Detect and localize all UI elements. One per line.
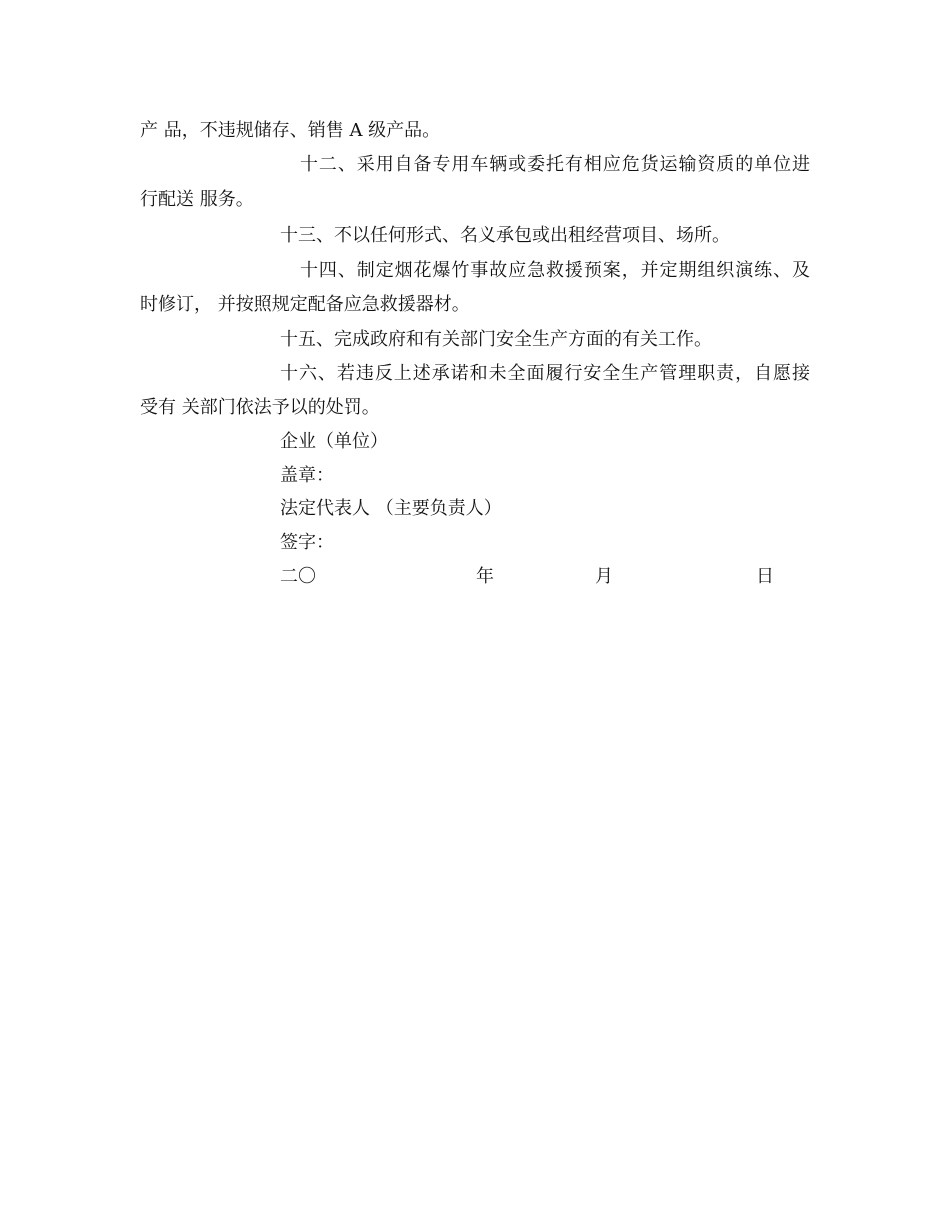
text-line-7: 十五、完成政府和有关部门安全生产方面的有关工作。 bbox=[280, 329, 712, 350]
text-line-3: 行配送 服务。 bbox=[140, 189, 254, 210]
signature-company: 企业（单位） bbox=[280, 431, 388, 452]
date-prefix: 二〇 bbox=[280, 566, 316, 587]
signature-seal: 盖章： bbox=[280, 465, 334, 486]
text-line-4: 十三、不以任何形式、名义承包或出租经营项目、场所。 bbox=[280, 225, 730, 246]
text-line-1: 产 品，不违规储存、销售 A 级产品。 bbox=[140, 120, 441, 141]
date-day: 日 bbox=[756, 566, 774, 587]
signature-sign: 签字： bbox=[280, 532, 334, 553]
date-month: 月 bbox=[595, 566, 613, 587]
text-line-8: 十六、若违反上述承诺和未全面履行安全生产管理职责，自愿接 bbox=[280, 363, 810, 384]
signature-legal-rep: 法定代表人 （主要负责人） bbox=[280, 498, 502, 519]
text-line-5: 十四、制定烟花爆竹事故应急救援预案，并定期组织演练、及 bbox=[300, 260, 810, 281]
date-year: 年 bbox=[476, 566, 494, 587]
text-line-9: 受有 关部门依法予以的处罚。 bbox=[140, 397, 380, 418]
text-line-2: 十二、采用自备专用车辆或委托有相应危货运输资质的单位进 bbox=[300, 154, 810, 175]
text-line-6: 时修订， 并按照规定配备应急救援器材。 bbox=[140, 294, 470, 315]
